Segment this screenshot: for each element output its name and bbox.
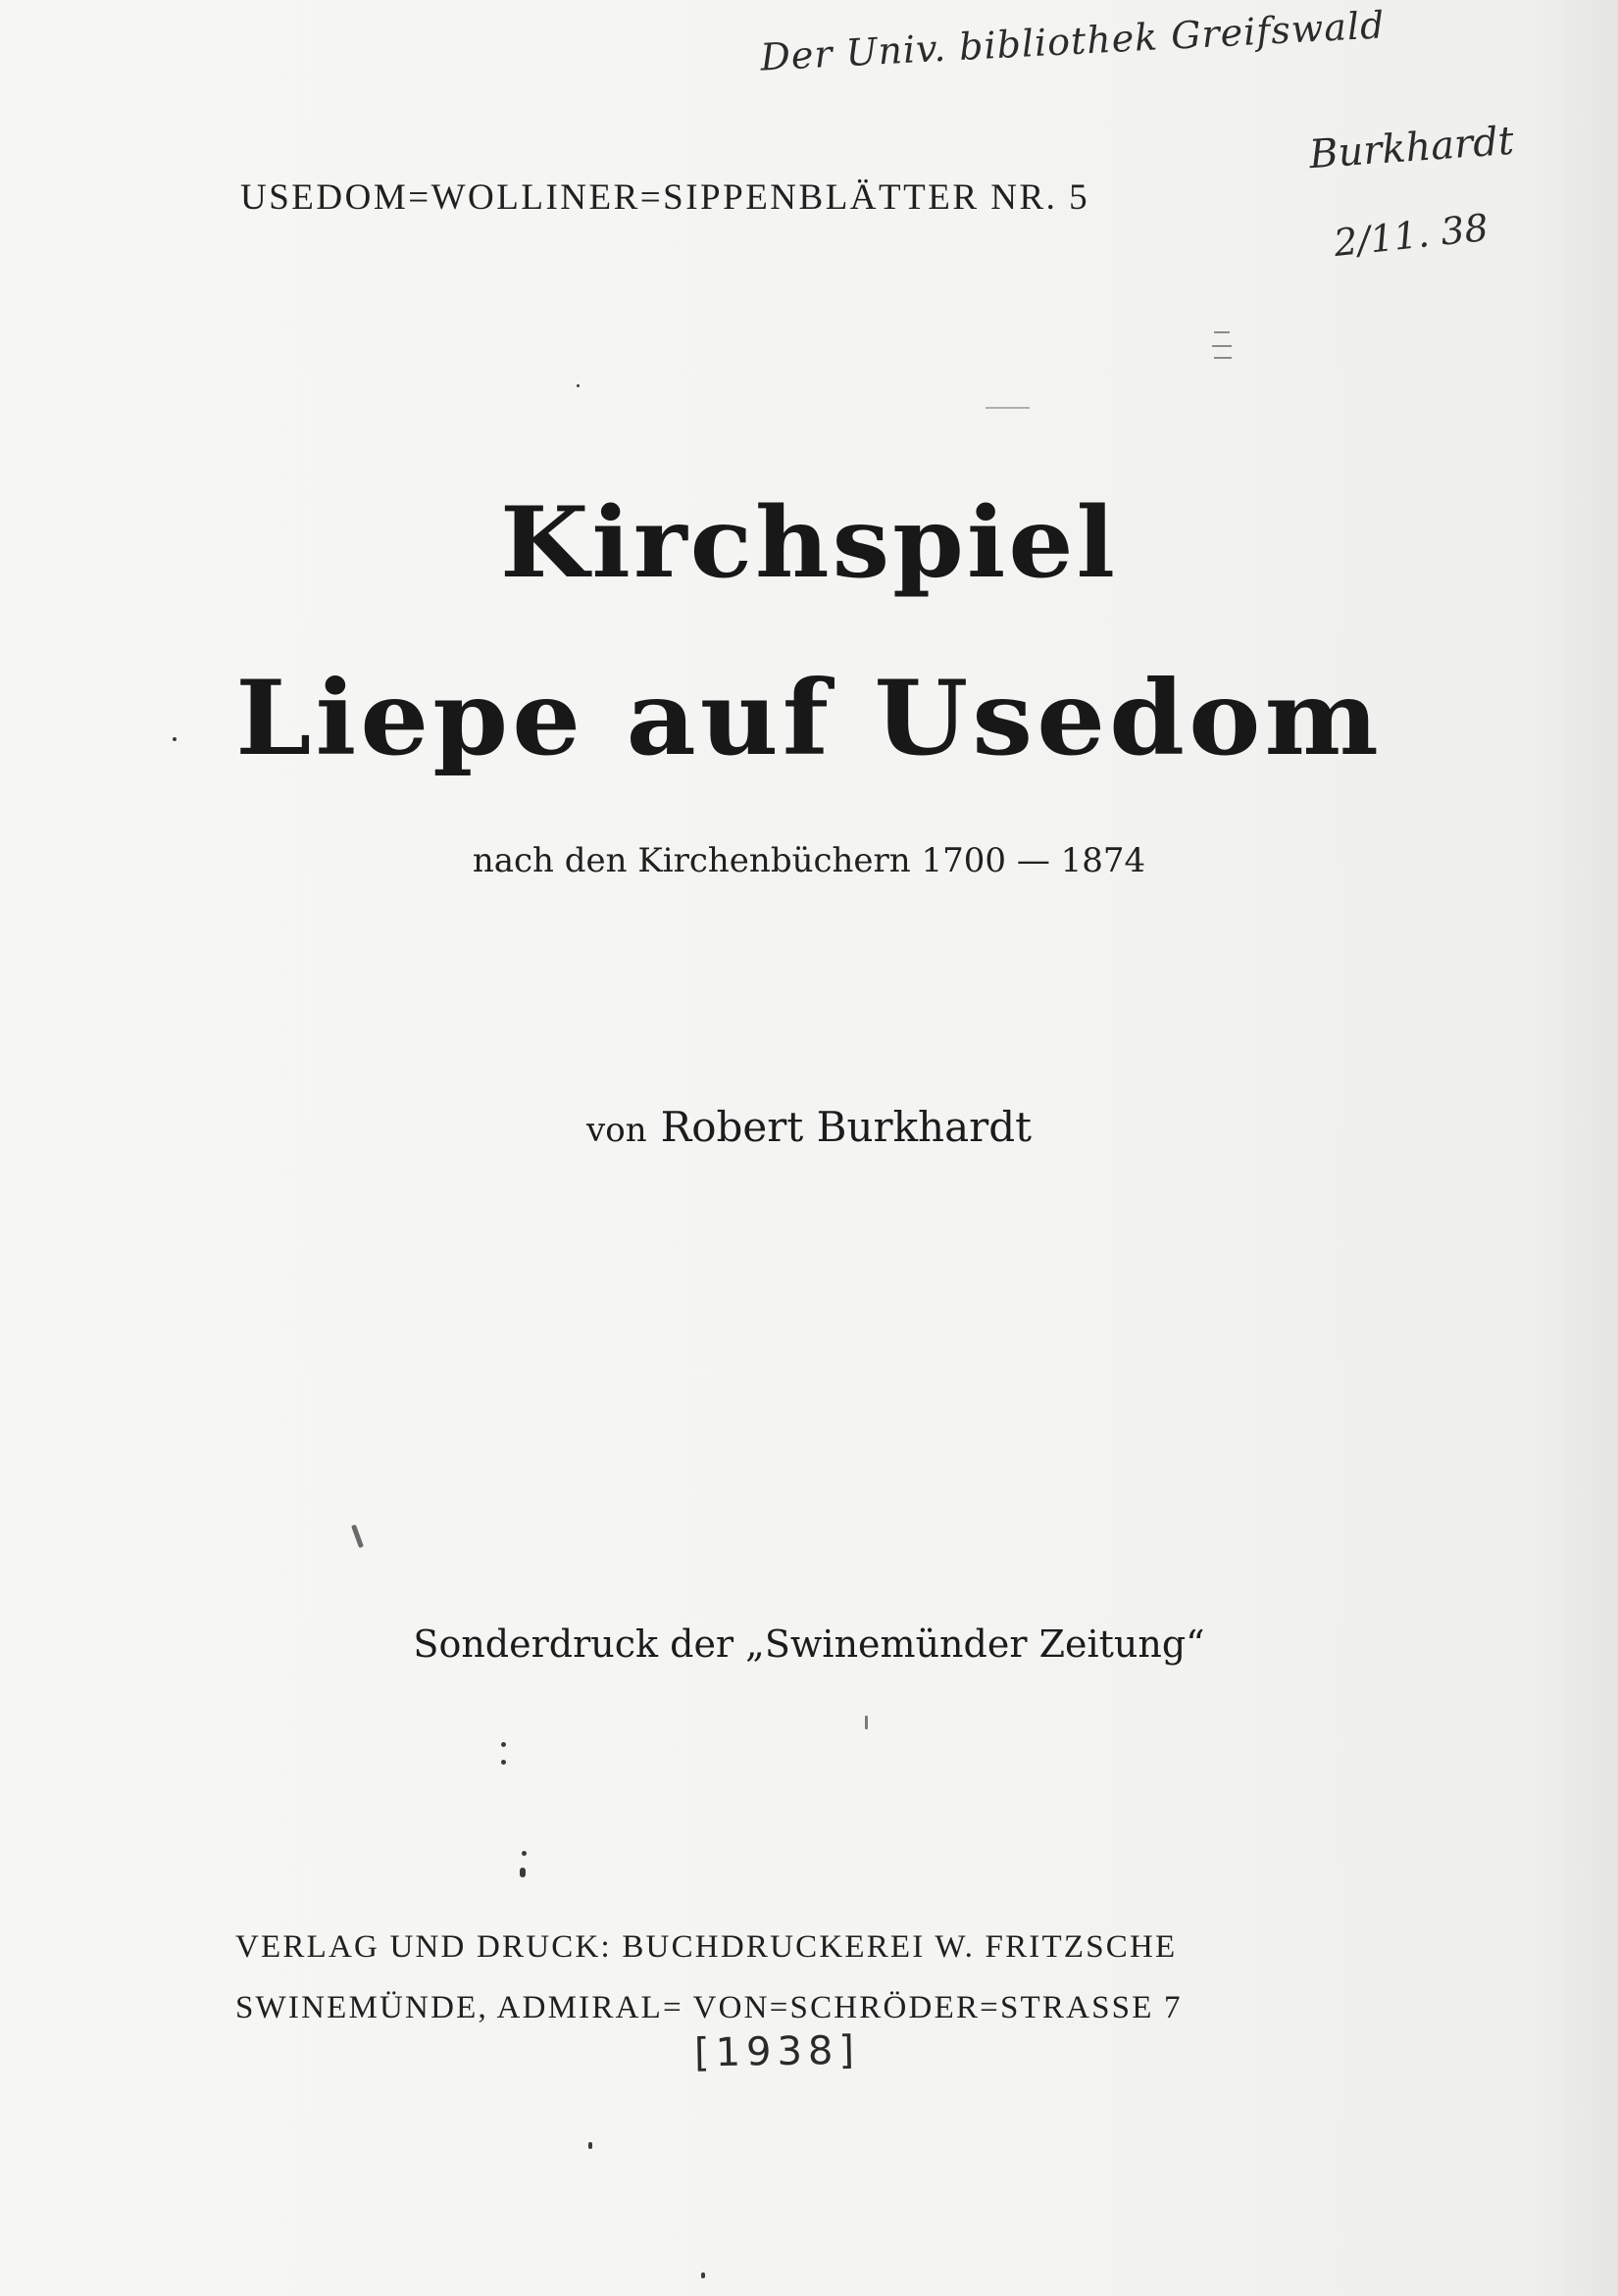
margin-mark — [1212, 345, 1232, 347]
margin-mark — [1214, 357, 1232, 359]
ornament-dot — [520, 1868, 526, 1877]
speck — [865, 1716, 868, 1729]
series-header: USEDOM=WOLLINER=SIPPENBLÄTTER NR. 5 — [240, 177, 1090, 218]
speck — [577, 384, 580, 387]
ornament-dot — [522, 1851, 527, 1856]
handwritten-signature: Burkhardt — [1307, 118, 1516, 178]
speck — [701, 2272, 705, 2278]
special-print-note: Sonderdruck der „Swinemünder Zeitung“ — [413, 1622, 1205, 1666]
ornament-dot — [501, 1742, 506, 1747]
speck — [351, 1524, 364, 1548]
handwritten-date: 2/11. 38 — [1332, 205, 1491, 266]
handwritten-year-note: [1938] — [693, 2027, 861, 2076]
page-title-line-2: Liepe auf Usedom — [235, 658, 1383, 778]
subtitle: nach den Kirchenbüchern 1700 — 1874 — [472, 841, 1146, 880]
handwritten-dedication: Der Univ. bibliothek Greifswald — [759, 3, 1387, 79]
page-title-line-1: Kirchspiel — [499, 485, 1119, 600]
author-name: Robert Burkhardt — [660, 1103, 1032, 1151]
ornament-dot — [501, 1760, 506, 1765]
speck — [173, 737, 177, 741]
imprint-address: SWINEMÜNDE, ADMIRAL= VON=SCHRÖDER=STRASSE 7 — [235, 1990, 1183, 2025]
author-line — [0, 1103, 1618, 1151]
author-prefix: von — [586, 1111, 647, 1150]
margin-mark — [986, 407, 1030, 409]
speck — [588, 2142, 592, 2149]
imprint-publisher: VERLAG UND DRUCK: BUCHDRUCKEREI W. FRITZSCHE — [235, 1929, 1178, 1965]
margin-mark — [1214, 331, 1230, 333]
